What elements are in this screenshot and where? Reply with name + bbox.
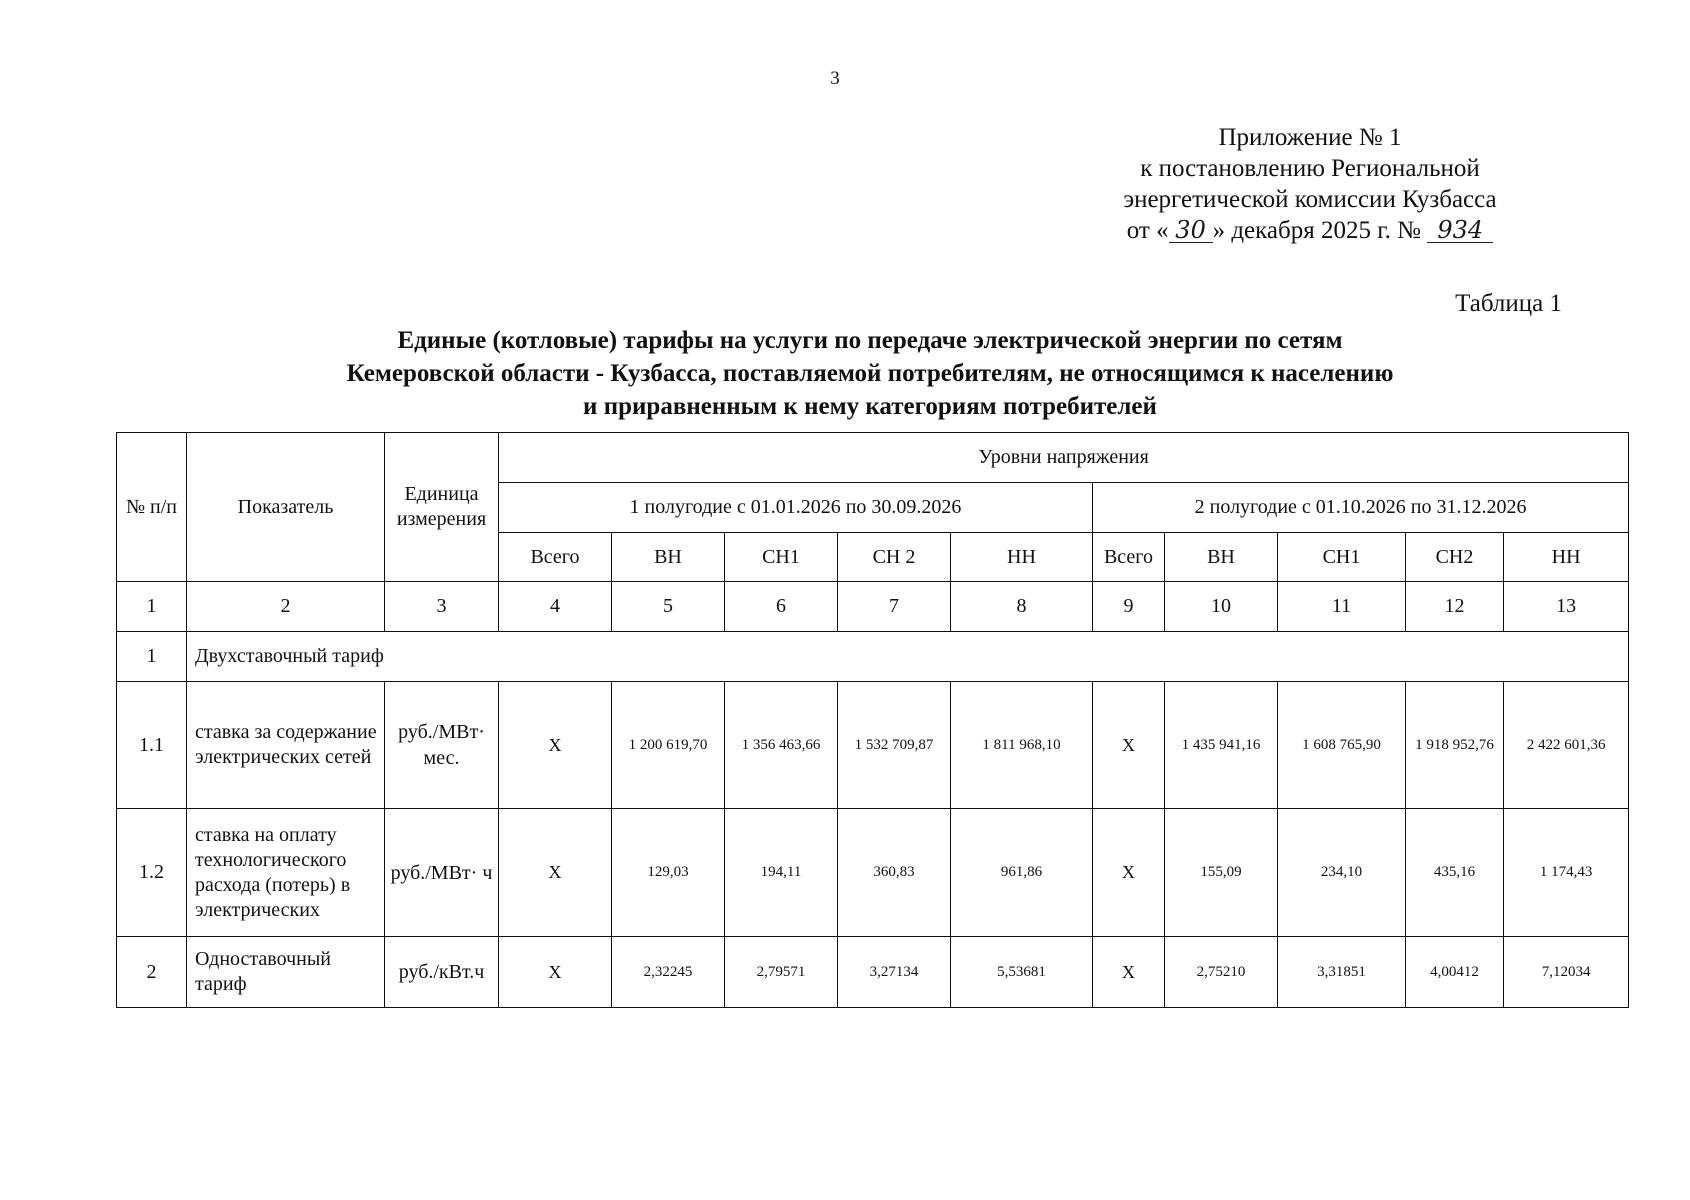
level-cell: ВН — [612, 533, 725, 582]
row-value: 1 811 968,10 — [951, 682, 1093, 809]
table-row — [117, 809, 1629, 937]
table-row — [117, 682, 1629, 809]
header-row-voltage — [117, 433, 1629, 483]
row-value: Х — [1093, 682, 1165, 809]
level-cell: НН — [1504, 533, 1629, 582]
row-value: 2 422 601,36 — [1504, 682, 1629, 809]
row-value: 1 356 463,66 — [725, 682, 838, 809]
row-value: 3,27134 — [838, 937, 951, 1008]
row-value: 155,09 — [1165, 809, 1278, 937]
row-indicator: Одноставочный тариф — [187, 937, 385, 1008]
row-indicator: ставка за содержание электрических сетей — [187, 682, 385, 809]
header-half-1: 1 полугодие с 01.01.2026 по 30.09.2026 — [499, 483, 1093, 533]
row-value: Х — [1093, 937, 1165, 1008]
row-value: 1 200 619,70 — [612, 682, 725, 809]
appendix-line-2: к постановлению Региональной — [1140, 155, 1480, 182]
row-value: 1 532 709,87 — [838, 682, 951, 809]
page-number: 3 — [830, 68, 840, 89]
row-num: 1.2 — [117, 809, 187, 937]
column-number: 8 — [951, 582, 1093, 632]
appendix-line-1: Приложение № 1 — [1218, 124, 1402, 151]
row-value: 7,12034 — [1504, 937, 1629, 1008]
row-value: 5,53681 — [951, 937, 1093, 1008]
appendix-header — [1100, 122, 1520, 246]
date-prefix: от « — [1126, 217, 1169, 244]
row-value: 2,32245 — [612, 937, 725, 1008]
level-cell: Всего — [1093, 533, 1165, 582]
header-voltage-levels: Уровни напряжения — [499, 433, 1629, 483]
title-line-3: и приравненным к нему категориям потребителей — [583, 393, 1157, 420]
row-value: 1 174,43 — [1504, 809, 1629, 937]
level-cell: СН 2 — [838, 533, 951, 582]
row-value: 3,31851 — [1278, 937, 1406, 1008]
row-value: 1 435 941,16 — [1165, 682, 1278, 809]
header-half-2: 2 полугодие с 01.10.2026 по 31.12.2026 — [1093, 483, 1629, 533]
column-number-row — [117, 582, 1629, 632]
document-title — [270, 324, 1470, 423]
column-number: 10 — [1165, 582, 1278, 632]
handwritten-day: 30 — [1169, 218, 1213, 243]
appendix-date-line — [1100, 215, 1520, 246]
column-number: 1 — [117, 582, 187, 632]
table-row — [117, 937, 1629, 1008]
column-number: 12 — [1406, 582, 1504, 632]
row-value: 234,10 — [1278, 809, 1406, 937]
header-indicator: Показатель — [187, 433, 385, 582]
header-num: № п/п — [117, 433, 187, 582]
row-indicator: ставка на оплату технологического расхода (потерь) в электрических — [187, 809, 385, 937]
column-number: 2 — [187, 582, 385, 632]
row-value: 2,79571 — [725, 937, 838, 1008]
level-cell: СН1 — [725, 533, 838, 582]
row-unit: руб./МВт· ч — [385, 809, 499, 937]
column-number: 9 — [1093, 582, 1165, 632]
date-middle: » декабря 2025 г. № — [1212, 217, 1422, 244]
row-unit: руб./кВт.ч — [385, 937, 499, 1008]
row-value: 1 608 765,90 — [1278, 682, 1406, 809]
column-number: 13 — [1504, 582, 1629, 632]
row-value: 129,03 — [612, 809, 725, 937]
appendix-line-3: энергетической комиссии Кузбасса — [1123, 186, 1497, 213]
row-value: 435,16 — [1406, 809, 1504, 937]
row-value: 2,75210 — [1165, 937, 1278, 1008]
handwritten-number: 934 — [1427, 218, 1493, 243]
row-value: Х — [499, 937, 612, 1008]
header-unit: Единица измерения — [385, 433, 499, 582]
column-number: 3 — [385, 582, 499, 632]
column-number: 11 — [1278, 582, 1406, 632]
level-cell: Всего — [499, 533, 612, 582]
row-value: Х — [499, 682, 612, 809]
section-num: 1 — [117, 632, 187, 682]
column-number: 5 — [612, 582, 725, 632]
title-line-1: Единые (котловые) тарифы на услуги по передаче электрической энергии по сетям — [397, 327, 1343, 354]
row-value: Х — [499, 809, 612, 937]
column-number: 4 — [499, 582, 612, 632]
row-value: 194,11 — [725, 809, 838, 937]
row-value: 360,83 — [838, 809, 951, 937]
row-value: 1 918 952,76 — [1406, 682, 1504, 809]
column-number: 7 — [838, 582, 951, 632]
row-value: 961,86 — [951, 809, 1093, 937]
level-cell: ВН — [1165, 533, 1278, 582]
column-number: 6 — [725, 582, 838, 632]
title-line-2: Кемеровской области - Кузбасса, поставляемой потребителям, не относящимся к населению — [346, 360, 1394, 387]
level-cell: НН — [951, 533, 1093, 582]
row-num: 2 — [117, 937, 187, 1008]
row-num: 1.1 — [117, 682, 187, 809]
level-cell: СН2 — [1406, 533, 1504, 582]
row-value: 4,00412 — [1406, 937, 1504, 1008]
table-label: Таблица 1 — [1455, 290, 1562, 317]
row-value: Х — [1093, 809, 1165, 937]
level-cell: СН1 — [1278, 533, 1406, 582]
section-label: Двухставочный тариф — [187, 632, 1629, 682]
tariff-table — [116, 432, 1629, 1008]
section-row-two-rate — [117, 632, 1629, 682]
row-unit: руб./МВт· мес. — [385, 682, 499, 809]
